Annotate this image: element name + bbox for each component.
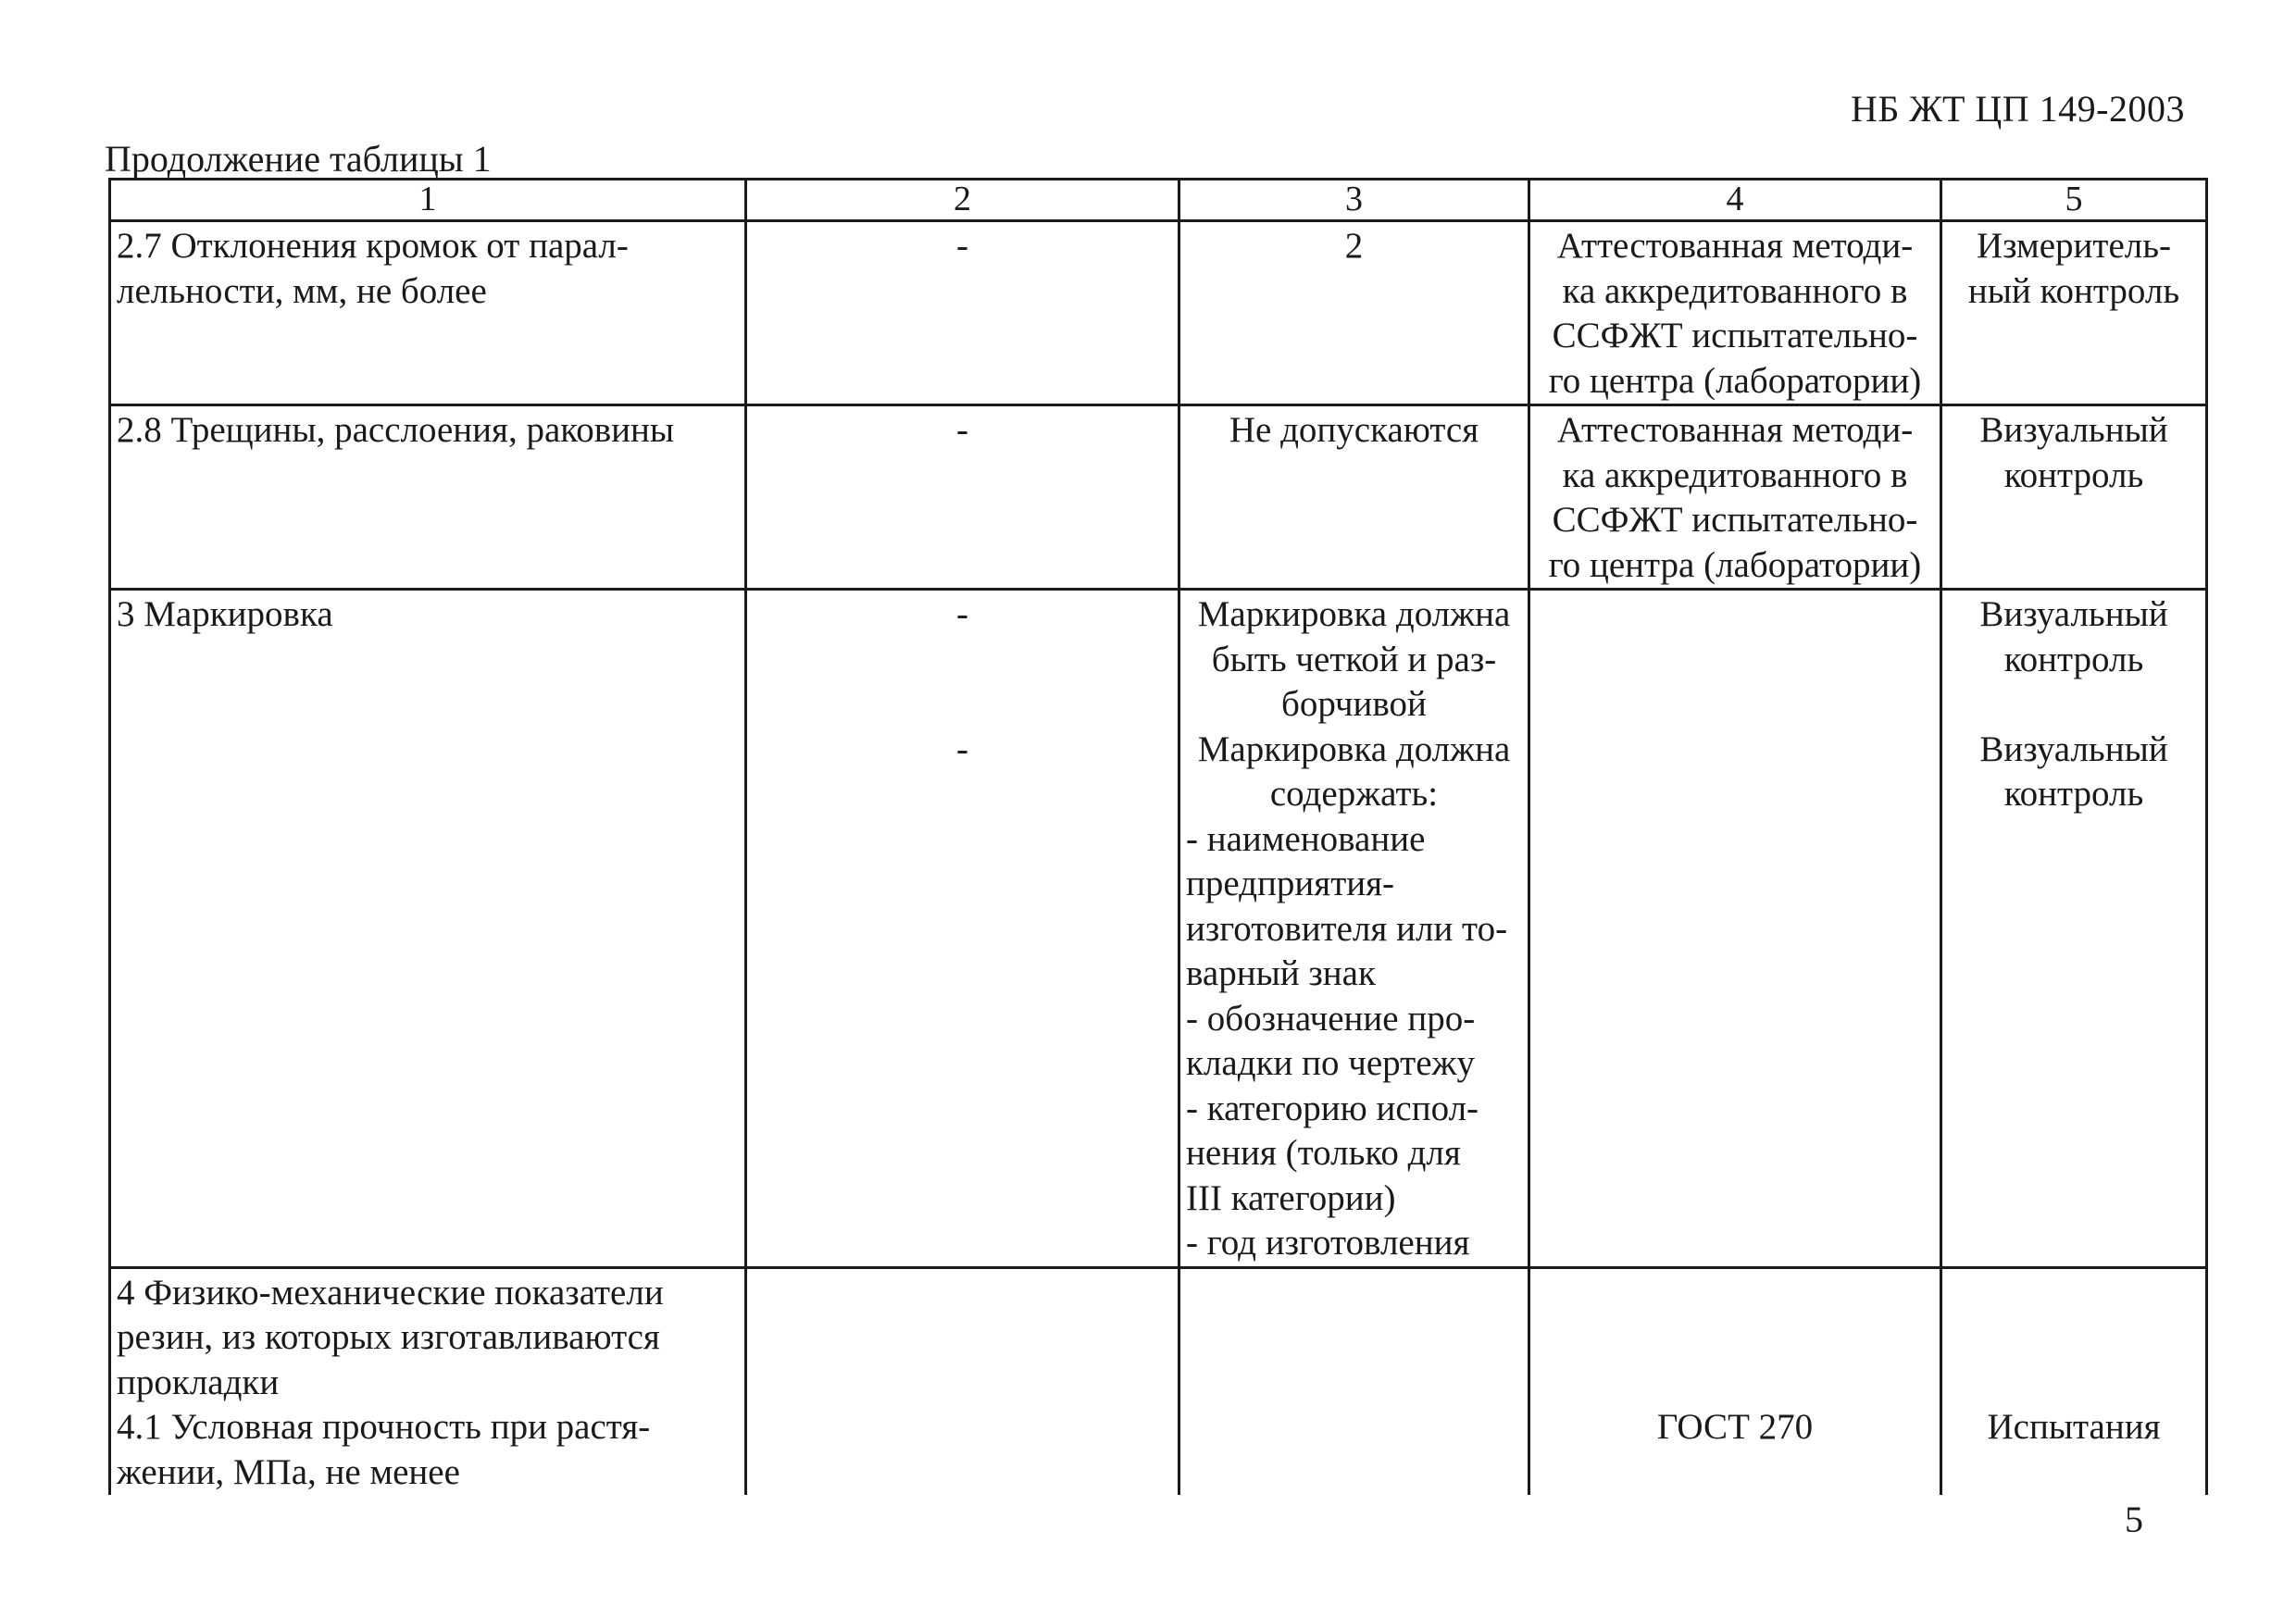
control-type-text: Визуальный [1979,594,2168,634]
norm-cell: Не допускаются [1179,405,1529,590]
requirement-text: - [956,594,968,634]
method-text: ССФЖТ испытательно- [1552,500,1918,540]
indicator-text: 3 Маркировка [117,594,333,634]
column-header: 5 [1941,180,2207,221]
norm-list-item: - обозначение про- [1186,998,1476,1039]
control-type-cell [1941,1267,2207,1495]
control-type-text: Испытания [1987,1406,2161,1447]
column-header: 3 [1179,180,1529,221]
control-type-text: контроль [2003,774,2144,814]
indicator-text: жении, МПа, не менее [117,1451,460,1492]
control-type-text: Визуальный [1979,728,2168,769]
indicator-text: прокладки [117,1362,280,1402]
method-text: ГОСТ 270 [1656,1406,1814,1447]
page-number: 5 [2125,1499,2143,1540]
table-row [110,405,2207,590]
norm-list-item: - категорию испол- [1186,1088,1479,1128]
control-type-text: контроль [2003,639,2144,679]
norm-list-item: нения (только для [1186,1133,1461,1173]
norm-text: Маркировка должна [1197,728,1511,769]
column-header: 2 [746,180,1179,221]
norm-list-item: - наименование [1186,818,1426,859]
method-text: Аттестованная методи- [1556,410,1914,450]
control-type-cell [1941,405,2207,590]
norm-list-item: - год изготовления [1186,1223,1470,1263]
requirement-cell [746,590,1179,1268]
indicator-text: 4.1 Условная прочность при растя- [117,1407,651,1447]
indicator-cell [110,590,746,1268]
document-code: НБ ЖТ ЦП 149-2003 [1850,88,2185,130]
table-row [110,1267,2207,1495]
requirement-cell: - [746,405,1179,590]
method-cell [1529,405,1941,590]
norm-text: быть четкой и раз- [1211,639,1497,679]
indicator-text: 4 Физико-механические показатели [117,1272,664,1313]
control-type-text: контроль [2003,454,2144,495]
method-cell [1529,1267,1941,1495]
requirement-cell [746,1267,1179,1495]
indicator-cell [110,405,746,590]
indicator-cell [110,1267,746,1495]
norm-cell: 2 [1179,221,1529,405]
norm-text: содержать: [1269,774,1439,814]
spacer [753,682,1172,728]
method-cell [1529,221,1941,405]
spacer [753,638,1172,683]
spacer [1948,1271,2200,1405]
norm-list-item: варный знак [1186,953,1376,993]
requirement-cell: - [746,221,1179,405]
table-caption: Продолжение таблицы 1 [105,138,492,180]
norm-list-item: изготовителя или то- [1186,908,1508,949]
indicator-text: лельности, мм, не более [117,270,487,311]
method-text: го центра (лаборатории) [1548,544,1922,585]
column-header: 4 [1529,180,1941,221]
method-text: ССФЖТ испытательно- [1552,316,1918,355]
indicator-text: 2.8 Трещины, расслоения, раковины [117,410,675,450]
method-text: ка аккредитованного в [1562,454,1908,495]
norm-list-item: III категории) [1186,1177,1396,1218]
table-row [110,590,2207,1268]
requirement-text: - [956,728,968,769]
norm-list-item: предприятия- [1186,864,1395,903]
column-number-row [110,180,2207,221]
indicator-text: 2.7 Отклонения кромок от парал- [117,226,629,266]
control-type-text: ный контроль [1967,270,2180,311]
norm-list-item: кладки по чертежу [1186,1043,1475,1083]
method-cell [1529,590,1941,1268]
control-type-cell [1941,590,2207,1268]
control-type-cell [1941,221,2207,405]
specification-table [108,178,2208,1495]
spacer [1536,1271,1934,1405]
table-row [110,221,2207,405]
indicator-text: резин, из которых изготавливаются [117,1317,660,1357]
method-text: го центра (лаборатории) [1548,360,1922,401]
method-text: Аттестованная методи- [1556,226,1914,266]
spacer [1948,682,2200,728]
indicator-cell [110,221,746,405]
norm-cell [1179,590,1529,1268]
column-header: 1 [110,180,746,221]
norm-text: Маркировка должна [1197,594,1511,634]
norm-text: борчивой [1281,684,1427,724]
control-type-text: Измеритель- [1977,226,2171,266]
method-text: ка аккредитованного в [1562,270,1908,311]
norm-cell [1179,1267,1529,1495]
control-type-text: Визуальный [1979,410,2168,450]
